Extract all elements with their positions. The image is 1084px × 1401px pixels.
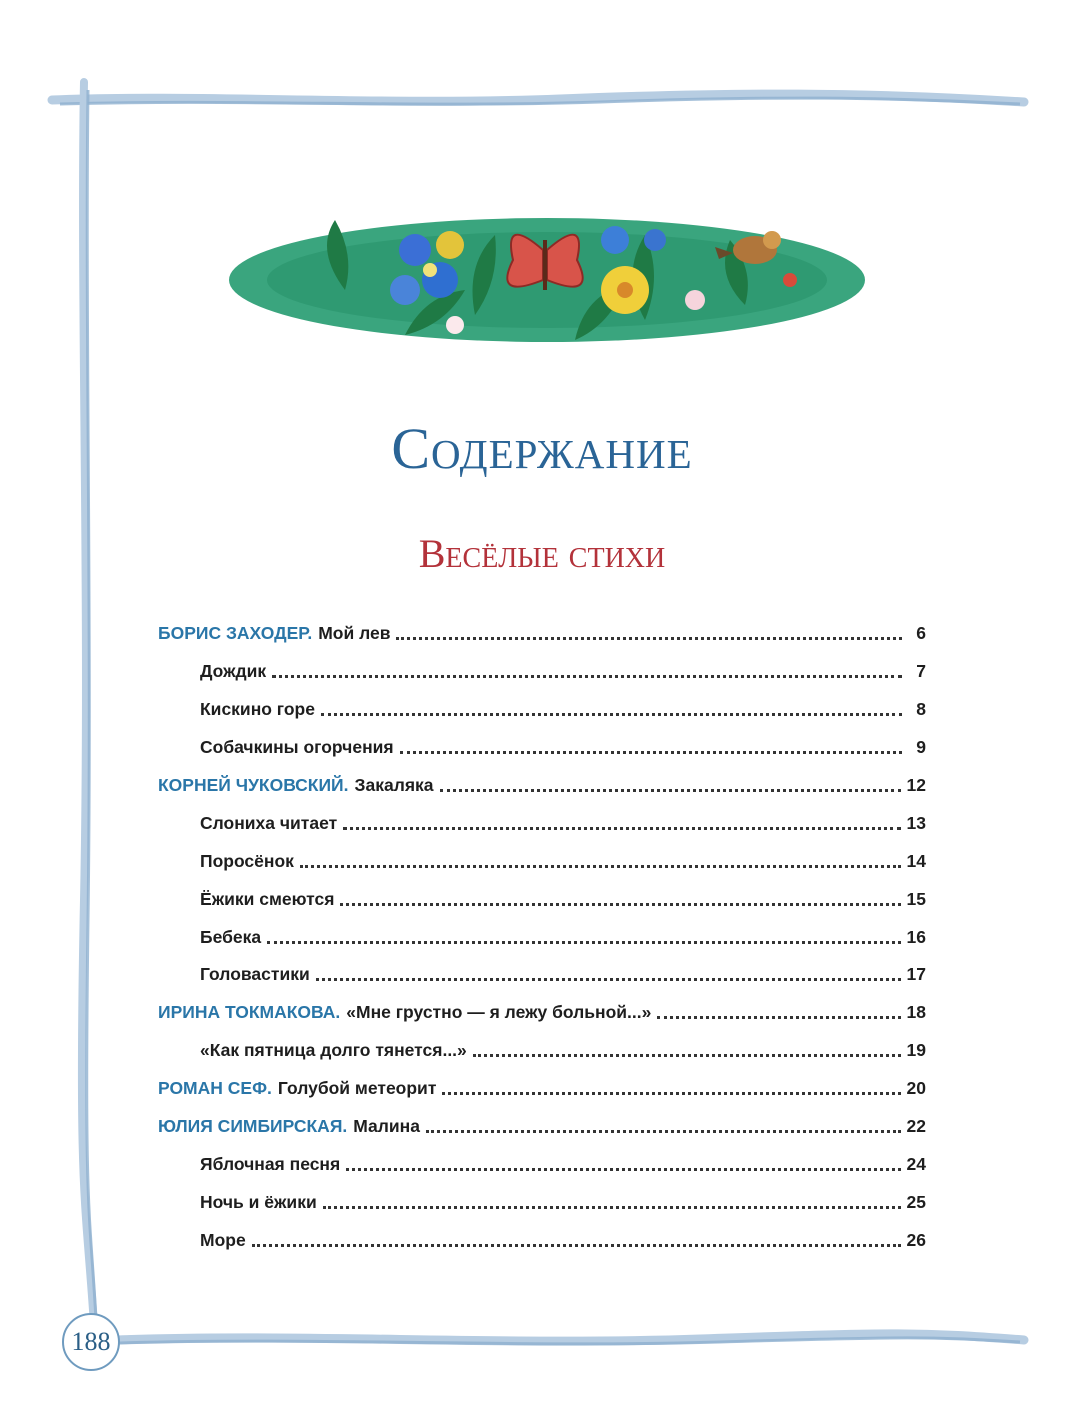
dot-leader [323, 1206, 901, 1209]
toc-entry [158, 1032, 926, 1070]
toc-title: Ёжики смеются [200, 888, 335, 909]
toc-entry [158, 615, 926, 653]
toc-entry [158, 880, 926, 918]
toc-title: Закаляка [354, 775, 434, 795]
toc-author: ЮЛИЯ СИМБИРСКАЯ. [158, 1116, 348, 1137]
dot-leader [346, 1168, 900, 1171]
toc-title: Ночь и ёжики [200, 1191, 317, 1212]
dot-leader [340, 903, 900, 906]
dot-leader [442, 1092, 900, 1095]
toc-title: Слониха читает [200, 812, 338, 833]
toc-entry [158, 729, 926, 767]
toc-entry [158, 1145, 926, 1183]
toc-title: Бебека [200, 926, 262, 947]
toc-entry [158, 842, 926, 880]
table-of-contents [158, 615, 926, 1259]
toc-page-number: 6 [916, 623, 926, 644]
toc-page-number: 15 [906, 888, 926, 909]
toc-author: БОРИС ЗАХОДЕР. [158, 623, 313, 644]
toc-title: Поросёнок [200, 850, 294, 871]
yellow-flower-icon [601, 266, 649, 314]
toc-entry [158, 691, 926, 729]
toc-title: Собачкины огорчения [200, 737, 394, 758]
toc-entry [158, 1183, 926, 1221]
butterfly-icon [507, 235, 582, 290]
toc-title: Дождик [200, 661, 267, 682]
toc-page-number: 8 [916, 699, 926, 720]
dot-leader [400, 751, 902, 754]
dot-leader [272, 675, 902, 678]
toc-title: «Мне грустно — я лежу больной...» [346, 1002, 652, 1023]
dot-leader [657, 1016, 900, 1019]
toc-page-number: 25 [906, 1191, 926, 1212]
page-title: Содержание [391, 416, 693, 481]
toc-title: Голубой метеорит [277, 1078, 437, 1099]
dot-leader [396, 637, 902, 640]
toc-page-number: 9 [916, 737, 926, 758]
toc-author: РОМАН СЕФ. [158, 1078, 272, 1099]
toc-page-number: 13 [906, 812, 926, 833]
toc-title: Яблочная песня [200, 1153, 341, 1174]
toc-title: «Как пятница долго тянется...» [200, 1040, 467, 1061]
toc-page-number: 16 [906, 926, 926, 947]
toc-entry [158, 767, 926, 805]
dot-leader [316, 978, 901, 981]
toc-title: Головастики [200, 964, 310, 985]
toc-author: КОРНЕЙ ЧУКОВСКИЙ. [158, 775, 349, 795]
toc-page-number: 20 [906, 1078, 926, 1099]
toc-page-number: 22 [906, 1116, 926, 1137]
toc-page-number: 14 [906, 850, 926, 871]
toc-page-number: 24 [906, 1153, 926, 1174]
toc-page-number: 26 [906, 1229, 926, 1250]
toc-page-number: 12 [906, 775, 926, 795]
toc-entry [158, 1221, 926, 1259]
toc-page-number: 7 [916, 661, 926, 682]
section-title: Весёлые стихи [418, 531, 666, 576]
toc-author: ИРИНА ТОКМАКОВА. [158, 1002, 341, 1023]
toc-entry [158, 994, 926, 1032]
toc-title: Море [200, 1229, 246, 1250]
toc-title: Кискино горе [200, 699, 315, 720]
toc-entry [158, 918, 926, 956]
toc-entry [158, 956, 926, 994]
toc-title: Мой лев [318, 623, 391, 644]
toc-entry [158, 653, 926, 691]
dot-leader [300, 865, 901, 868]
dot-leader [267, 941, 900, 944]
dot-leader [426, 1130, 901, 1133]
dot-leader [321, 713, 902, 716]
dot-leader [473, 1054, 901, 1057]
toc-entry [158, 1070, 926, 1108]
page-number-badge [62, 1313, 120, 1371]
toc-page-number: 18 [906, 1002, 926, 1023]
dot-leader [343, 827, 900, 830]
toc-entry [158, 1108, 926, 1146]
dot-leader [252, 1244, 901, 1247]
toc-entry [158, 804, 926, 842]
page-number: 188 [71, 1327, 111, 1356]
flower-banner-illustration [225, 195, 870, 370]
toc-page-number: 19 [906, 1040, 926, 1061]
dot-leader [440, 789, 901, 792]
toc-page-number: 17 [906, 964, 926, 985]
toc-title: Малина [353, 1116, 420, 1137]
